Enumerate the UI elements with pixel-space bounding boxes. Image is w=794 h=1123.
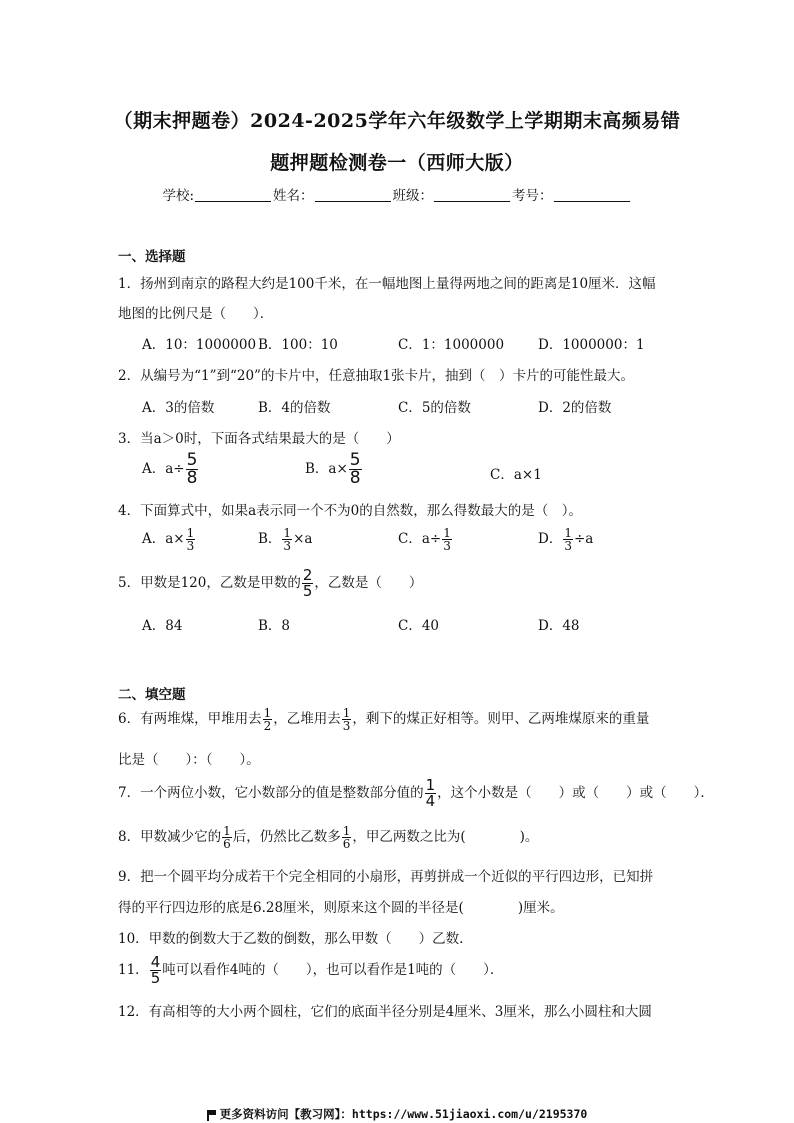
q1-option-b[interactable]: B．100：10 [258,337,338,353]
number-label: 考号： [512,188,553,204]
fraction-1-3: $\frac{1}{3}$ [342,706,351,733]
q4-option-d-suffix: ÷a [573,531,594,547]
question-11 [118,955,503,986]
question-11-number: 11． [118,962,149,978]
question-1-line1: 1．扬州到南京的路程大约是100千米，在一幅地图上量得两地之间的距离是10厘米．这幅 [118,276,656,292]
fraction-1-3: $\frac{1}{3}$ [564,526,572,553]
question-5-text-after: ，乙数是（ ） [314,575,423,591]
question-8-text: 8．甲数减少它的 [118,829,222,845]
question-6-text: 6．有两堆煤，甲堆用去 [118,711,262,727]
name-label: 姓名： [273,188,314,204]
q4-option-c-text: C．a÷ [398,531,442,547]
question-7 [118,778,714,809]
question-6-text-mid: ，乙堆用去 [273,711,341,727]
fraction-1-4: $\frac{1}{4}$ [425,776,436,810]
q3-option-c[interactable]: C．a×1 [490,467,542,483]
question-11-text: 吨可以看作4吨的（ ），也可以看作是1吨的（ ）． [162,962,504,978]
question-7-text-end: ，这个小数是（ ）或（ ）或（ ）． [437,785,714,801]
question-9-line1: 9．把一个圆平均分成若干个完全相同的小扇形，再剪拼成一个近似的平行四边形，已知拼 [118,869,654,885]
q5-option-c[interactable]: C．40 [398,618,440,634]
question-5-text: 5．甲数是120，乙数是甲数的 [118,575,301,591]
q5-option-a[interactable]: A．84 [142,618,183,634]
q3-option-b-text: B．a× [305,461,348,477]
q1-option-d[interactable]: D．1000000：1 [538,337,645,353]
fraction-1-6: $\frac{1}{6}$ [342,824,351,851]
q5-option-d[interactable]: D．48 [538,618,580,634]
q4-option-b-text: B． [258,531,282,547]
q3-option-b[interactable] [305,452,363,487]
section-heading-choice: 一、选择题 [118,249,186,265]
question-3: 3．当a＞0时，下面各式结果最大的是（ ） [118,431,400,447]
question-2: 2．从编号为“1”到“20”的卡片中，任意抽取1张卡片，抽到（ ）卡片的可能性最大。 [118,368,635,384]
q4-option-d[interactable] [538,527,593,552]
question-7-text: 7．一个两位小数，它小数部分的值是整数部分值的 [118,785,424,801]
number-blank[interactable] [554,189,630,202]
q4-option-a-text: A．a× [142,531,185,547]
q4-option-d-text: D． [538,531,563,547]
q2-option-d[interactable]: D．2的倍数 [538,400,612,416]
q2-option-a[interactable]: A．3的倍数 [142,400,215,416]
question-9-line2: 得的平行四边形的底是6.28厘米，则原来这个圆的半径是( )厘米。 [118,900,564,916]
fraction-1-3: $\frac{1}{3}$ [283,526,292,553]
fraction-1-6: $\frac{1}{6}$ [223,824,231,851]
question-8-text-mid: 后，仍然比乙数多 [232,829,341,845]
q4-option-a[interactable] [142,527,196,552]
class-blank[interactable] [434,189,510,202]
q2-option-c[interactable]: C．5的倍数 [398,400,471,416]
footer-link[interactable] [0,1106,794,1122]
fraction-1-3: $\frac{1}{3}$ [443,526,451,553]
question-12: 12．有高相等的大小两个圆柱，它们的底面半径分别是4厘米、3厘米，那么小圆柱和大圆 [118,1004,652,1020]
q1-option-a[interactable]: A．10：1000000 [142,337,257,353]
fraction-5-8: $\frac{5}{8}$ [186,450,198,488]
question-4: 4．下面算式中，如果a表示同一个不为0的自然数，那么得数最大的是（ ）。 [118,503,582,519]
q4-option-b-suffix: ×a [293,531,313,547]
question-6-text-end: ，剩下的煤正好相等。则甲、乙两堆煤原来的重量 [352,711,650,727]
q4-option-c[interactable] [398,527,453,552]
question-6-line1 [118,707,649,732]
q5-option-b[interactable]: B．8 [258,618,291,634]
question-10: 10．甲数的倒数大于乙数的倒数，那么甲数（ ）乙数. [118,931,464,947]
section-heading-fill: 二、填空题 [118,687,186,703]
q1-option-c[interactable]: C．1：1000000 [398,337,505,353]
fraction-4-5: $\frac{4}{5}$ [150,953,161,987]
school-label: 学校: [162,188,195,204]
q4-option-b[interactable] [258,527,312,552]
school-blank[interactable] [195,189,271,202]
q3-option-a[interactable] [142,452,199,487]
fraction-5-8: $\frac{5}{8}$ [349,450,361,488]
question-5 [118,568,422,599]
question-8 [118,825,538,850]
fraction-1-2: $\frac{1}{2}$ [263,706,272,733]
exam-title-line2: 题押题检测卷一（西师大版） [270,152,524,174]
question-6-line2: 比是（ ）：（ ）。 [118,752,260,768]
question-1-line2: 地图的比例尺是（ ）． [118,306,274,322]
flag-icon [207,1110,216,1119]
exam-title-line1: （期末押题卷）2024-2025学年六年级数学上学期期末高频易错 [113,110,681,132]
q2-option-b[interactable]: B．4的倍数 [258,400,331,416]
fraction-2-5: $\frac{2}{5}$ [302,566,313,600]
fraction-1-3: $\frac{1}{3}$ [186,526,195,553]
class-label: 班级： [392,188,434,204]
question-8-text-end: ，甲乙两数之比为( )。 [352,829,539,845]
name-blank[interactable] [315,189,391,202]
q3-option-a-text: A．a÷ [142,461,185,477]
footer-text: 更多资料访问【教习网】：https://www.51jiaoxi.com/u/2195370 [219,1107,588,1121]
student-info-row [0,184,794,204]
